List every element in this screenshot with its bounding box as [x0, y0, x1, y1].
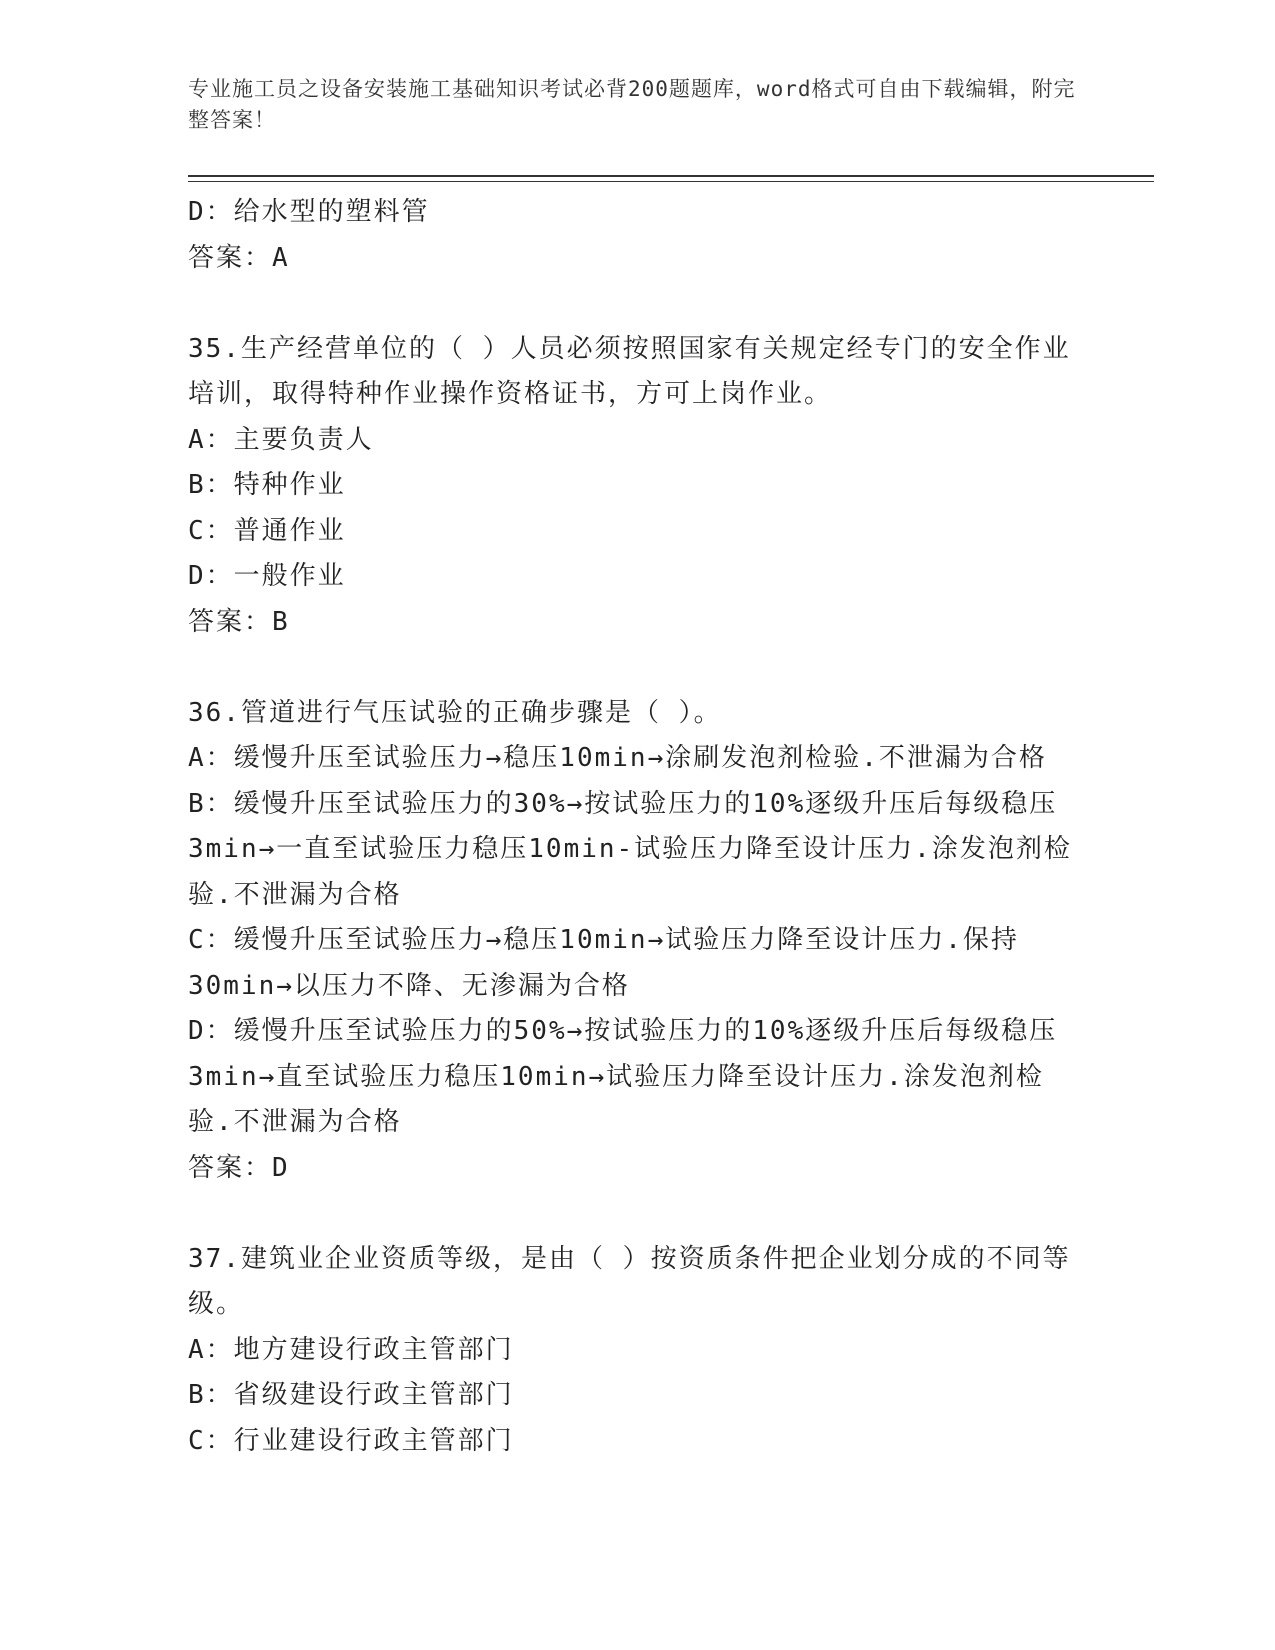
block-gap — [188, 1191, 1078, 1237]
option-line: D：缓慢升压至试验压力的50%→按试验压力的10%逐级升压后每级稳压3min→直至试验压力稳压10min→试验压力降至设计压力.涂发泡剂检验.不泄漏为合格 — [188, 1016, 1058, 1137]
option-line: B：特种作业 — [188, 470, 346, 500]
answer-line: 答案：D — [188, 1152, 290, 1183]
option-line: B：省级建设行政主管部门 — [188, 1380, 514, 1410]
question-block — [188, 190, 1078, 281]
answer-line: 答案：B — [188, 606, 290, 637]
option-line: A：地方建设行政主管部门 — [188, 1334, 514, 1365]
block-gap — [188, 645, 1078, 691]
question-block — [188, 1237, 1078, 1465]
option-line: D：给水型的塑料管 — [188, 197, 430, 227]
question-block — [188, 691, 1078, 1192]
option-line: C：缓慢升压至试验压力→稳压10min→试验压力降至设计压力.保持30min→以压力不降、无渗漏为合格 — [188, 925, 1019, 1001]
option-line: B：缓慢升压至试验压力的30%→按试验压力的10%逐级升压后每级稳压3min→一直至试验压力稳压10min-试验压力降至设计压力.涂发泡剂检验.不泄漏为合格 — [188, 788, 1072, 910]
option-line: C：普通作业 — [188, 515, 346, 546]
option-line: C：行业建设行政主管部门 — [188, 1425, 514, 1456]
option-line: A：缓慢升压至试验压力→稳压10min→涂刷发泡剂检验.不泄漏为合格 — [188, 743, 1047, 773]
header-rule-thin — [188, 181, 1154, 182]
question-content — [188, 190, 1078, 1464]
answer-line: 答案：A — [188, 242, 290, 273]
option-line: D：一般作业 — [188, 561, 346, 591]
question-text: 37.建筑业企业资质等级，是由（ ）按资质条件把企业划分成的不同等级。 — [188, 1243, 1071, 1319]
question-block — [188, 327, 1078, 646]
header-rule — [188, 175, 1154, 177]
question-text: 36.管道进行气压试验的正确步骤是（ ）。 — [188, 697, 722, 728]
block-gap — [188, 281, 1078, 327]
option-line: A：主要负责人 — [188, 424, 374, 455]
document-header: 专业施工员之设备安装施工基础知识考试必背200题题库，word格式可自由下载编辑，附完整答案！ — [188, 77, 1076, 132]
question-text: 35.生产经营单位的（ ）人员必须按照国家有关规定经专门的安全作业培训，取得特种作业操作资格证书，方可上岗作业。 — [188, 333, 1071, 409]
